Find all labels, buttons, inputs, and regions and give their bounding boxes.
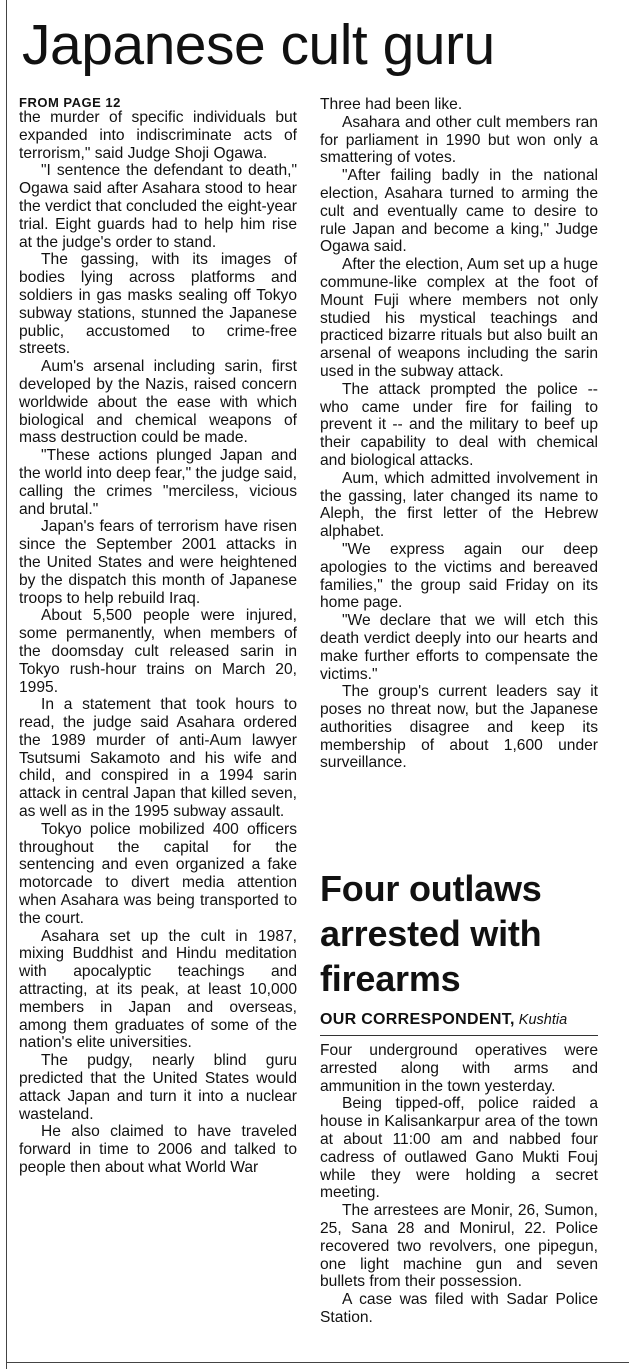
- second-story-headline: [320, 866, 598, 1001]
- kicker: FROM PAGE 12: [19, 95, 121, 110]
- paragraph: Asahara and other cult members ran for parliament in 1990 but won only a smattering of votes.: [320, 113, 598, 167]
- paragraph: Tokyo police mobilized 400 officers throughout the capital for the sentencing and even organized a fake motorcade to divert media attention when Asahara was being transported to the court.: [19, 820, 297, 927]
- headline-line: firearms: [320, 958, 461, 999]
- paragraph: the murder of specific individuals but expanded into indiscriminate acts of terrorism," said Judge Shoji Ogawa.: [19, 109, 297, 162]
- paragraph: Asahara set up the cult in 1987, mixing Buddhist and Hindu meditation with apocalyptic teachings and attracting, at its peak, at least 10,000 members in Japan and overseas, among them graduates of some of the nation's elite universities.: [19, 927, 297, 1052]
- paragraph: A case was filed with Sadar Police Station.: [320, 1291, 598, 1326]
- paragraph: Three had been like.: [320, 96, 463, 113]
- paragraph: Four underground operatives were arrested along with arms and ammunition in the town yesterday.: [320, 1042, 598, 1095]
- paragraph: He also claimed to have traveled forward in time to 2006 and talked to people then about what World War: [19, 1123, 297, 1177]
- right-column: [320, 96, 598, 772]
- paragraph: In a statement that took hours to read, the judge said Asahara ordered the 1989 murder of anti-Aum lawyer Tsutsumi Sakamoto and his wife and child, and conspired in a 1994 sarin attack in central Japan that killed seven, as well as in the 1995 subway assault.: [19, 696, 297, 821]
- paragraph: About 5,500 people were injured, some permanently, when members of the doomsday cult released sarin in Tokyo rush-hour trains on March 20, 1995.: [19, 607, 297, 696]
- paragraph: Aum, which admitted involvement in the gassing, later changed its name to Aleph, the first letter of the Hebrew alphabet.: [320, 469, 598, 541]
- paragraph: "We express again our deep apologies to the victims and bereaved families," the group said Friday on its home page.: [320, 540, 598, 612]
- paragraph: "These actions plunged Japan and the world into deep fear," the judge said, calling the crimes "merciless, vicious and brutal.": [19, 447, 297, 518]
- paragraph: "We declare that we will etch this death verdict deeply into our hearts and make further efforts to compensate the victims.": [320, 612, 598, 683]
- paragraph: The group's current leaders say it poses no threat now, but the Japanese authorities disagree and keep its membership of about 1,600 under surveillance.: [320, 683, 598, 772]
- paragraph: Japan's fears of terrorism have risen since the September 2001 attacks in the United States and were heightened by the dispatch this month of Japanese troops to help rebuild Iraq.: [19, 518, 297, 607]
- paragraph: The gassing, with its images of bodies lying across platforms and soldiers in gas masks sealing off Tokyo subway stations, stunned the Japanese public, accustomed to crime-free streets.: [19, 251, 297, 358]
- headline: Japanese cult guru: [22, 13, 495, 77]
- left-column: [19, 96, 297, 1177]
- paragraph: The pudgy, nearly blind guru predicted that the United States would attack Japan and turn it into a nuclear wasteland.: [19, 1052, 297, 1123]
- byline: [320, 1011, 598, 1029]
- paragraph: Aum's arsenal including sarin, first developed by the Nazis, raised concern worldwide about the ease with which biological and chemical weapons of mass destruction could be made.: [19, 358, 297, 447]
- byline-location: Kushtia: [518, 1012, 568, 1028]
- bottom-rule: [6, 1362, 629, 1363]
- headline-line: Four outlaws: [320, 868, 542, 909]
- byline-author: OUR CORRESPONDENT,: [320, 1011, 515, 1028]
- headline-line: arrested with: [320, 913, 542, 954]
- paragraph: The arrestees are Monir, 26, Sumon, 25, Sana 28 and Monirul, 22. Police recovered two revolvers, one pipegun, one light machine gun and seven bullets from their possession.: [320, 1202, 598, 1291]
- second-story: [320, 866, 598, 1327]
- paragraph: Being tipped-off, police raided a house in Kalisankarpur area of the town at about 11:00 am and nabbed four cadress of outlawed Gano Mukti Fouj while they were holding a secret meeting.: [320, 1095, 598, 1202]
- left-column-rule: [6, 0, 7, 1369]
- paragraph: "After failing badly in the national election, Asahara turned to arming the cult and eventually came to desire to rule Japan and become a king," Judge Ogawa said.: [320, 167, 598, 256]
- paragraph: "I sentence the defendant to death," Ogawa said after Asahara stood to hear the verdict that concluded the eight-year trial. Eight guards had to help him rise at the judge's order to stand.: [19, 162, 297, 251]
- second-story-body: [320, 1042, 598, 1327]
- paragraph: The attack prompted the police -- who came under fire for failing to prevent it -- and the military to beef up their capability to deal with chemical and biological attacks.: [320, 380, 598, 469]
- paragraph: After the election, Aum set up a huge commune-like complex at the foot of Mount Fuji where members not only studied his mystical teachings and practiced bizarre rituals but also built an arsenal of weapons including the sarin used in the subway attack.: [320, 256, 598, 380]
- byline-rule: [320, 1035, 598, 1036]
